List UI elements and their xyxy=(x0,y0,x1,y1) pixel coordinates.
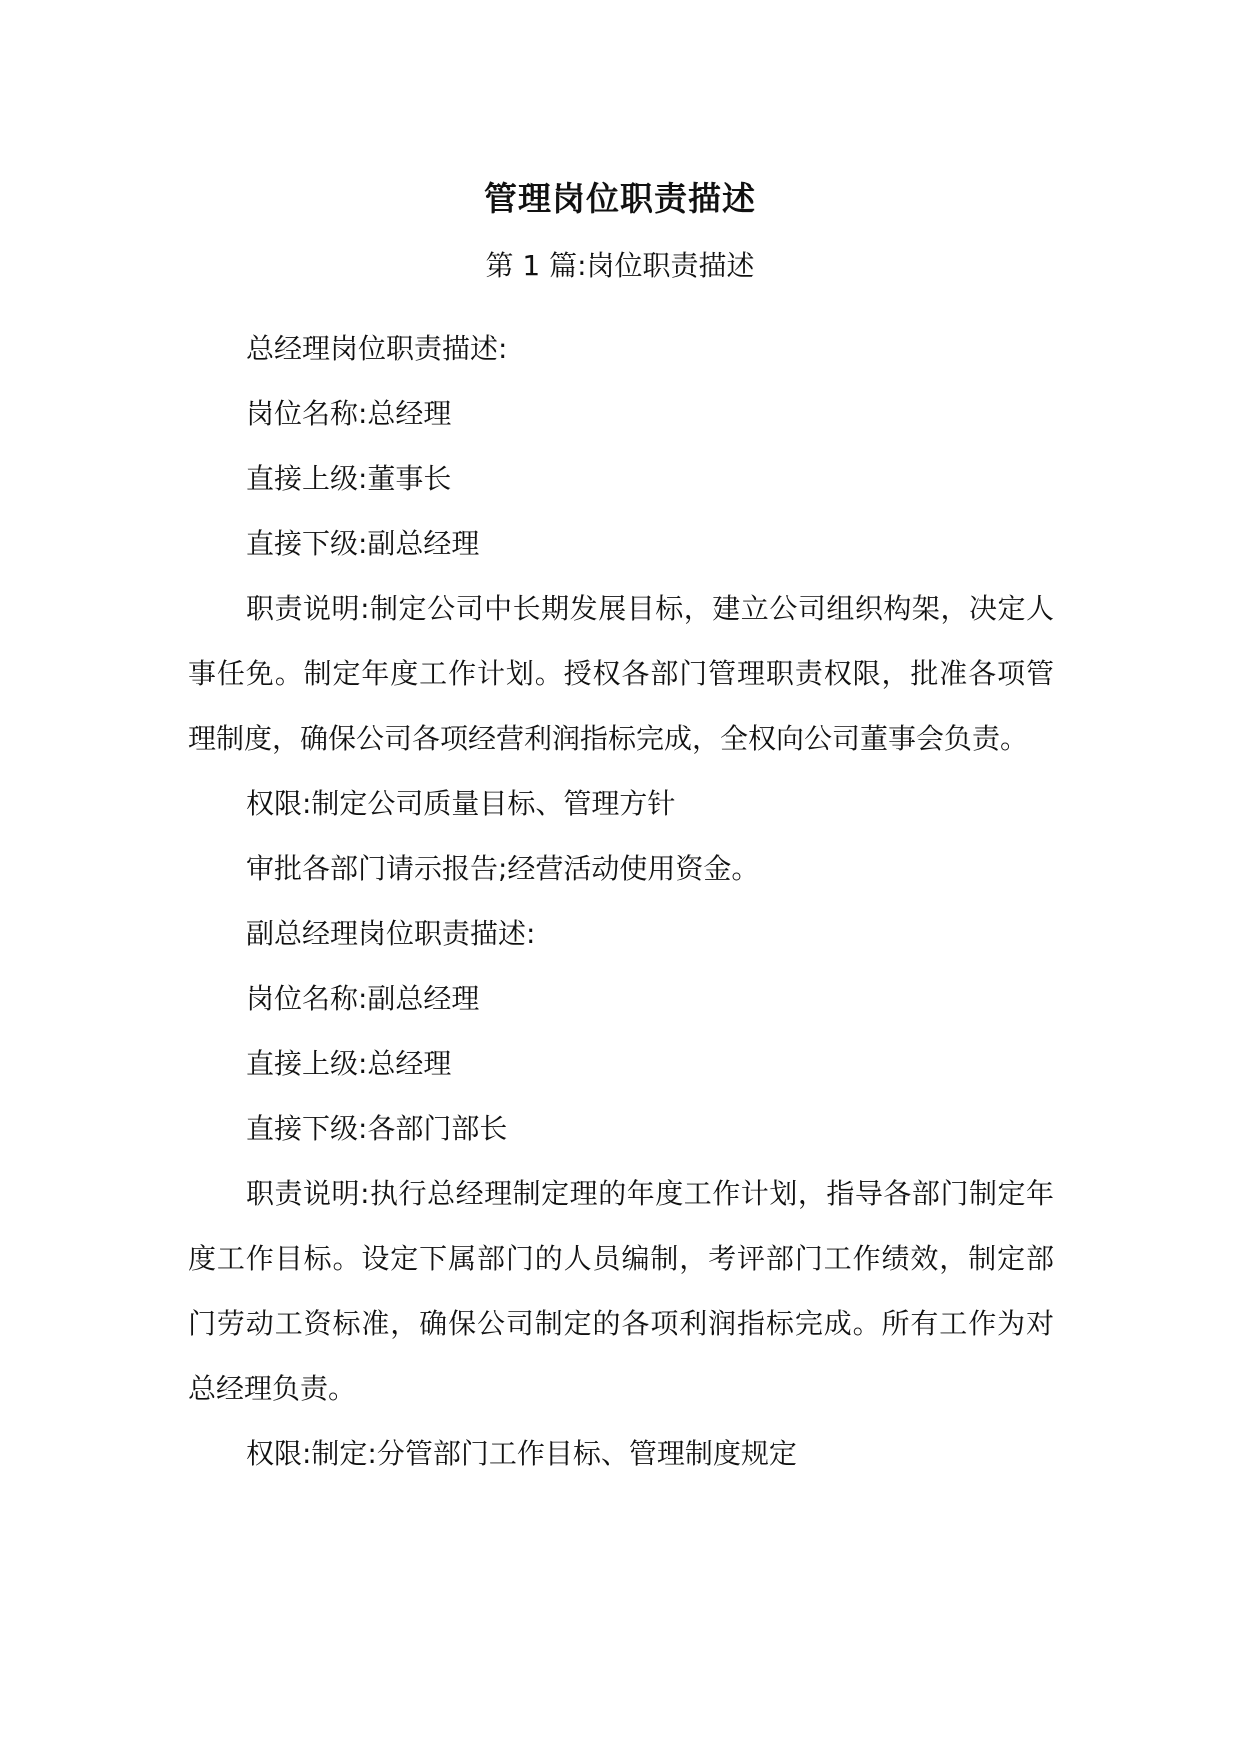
document-body xyxy=(188,316,1054,1486)
paragraph-gm-authority: 权限:制定公司质量目标、管理方针 xyxy=(246,787,676,820)
paragraph-gm-authority-approval: 审批各部门请示报告;经营活动使用资金。 xyxy=(246,852,760,885)
paragraph-vgm-position-name: 岗位名称:副总经理 xyxy=(246,982,480,1015)
paragraph-vgm-heading: 副总经理岗位职责描述: xyxy=(246,917,536,950)
document-title: 管理岗位职责描述 xyxy=(484,179,756,218)
paragraph-gm-direct-superior: 直接上级:董事长 xyxy=(246,462,452,495)
paragraph-gm-direct-subordinate: 直接下级:副总经理 xyxy=(246,527,480,560)
paragraph-vgm-authority: 权限:制定:分管部门工作目标、管理制度规定 xyxy=(246,1437,797,1470)
paragraph-vgm-direct-superior: 直接上级:总经理 xyxy=(246,1047,452,1080)
paragraph-gm-position-name: 岗位名称:总经理 xyxy=(246,397,452,430)
paragraph-vgm-duties: 职责说明:执行总经理制定理的年度工作计划，指导各部门制定年度工作目标。设定下属部门的人员编制，考评部门工作绩效，制定部门劳动工资标准，确保公司制定的各项利润指标完成。所有工作为对总经理负责。 xyxy=(188,1177,1054,1405)
paragraph-vgm-direct-subordinate: 直接下级:各部门部长 xyxy=(246,1112,508,1145)
paragraph-gm-duties: 职责说明:制定公司中长期发展目标，建立公司组织构架，决定人事任免。制定年度工作计划。授权各部门管理职责权限，批准各项管理制度，确保公司各项经营利润指标完成，全权向公司董事会负责。 xyxy=(188,592,1054,755)
document-subtitle: 第 1 篇:岗位职责描述 xyxy=(485,249,755,282)
paragraph-gm-heading: 总经理岗位职责描述: xyxy=(246,332,508,365)
